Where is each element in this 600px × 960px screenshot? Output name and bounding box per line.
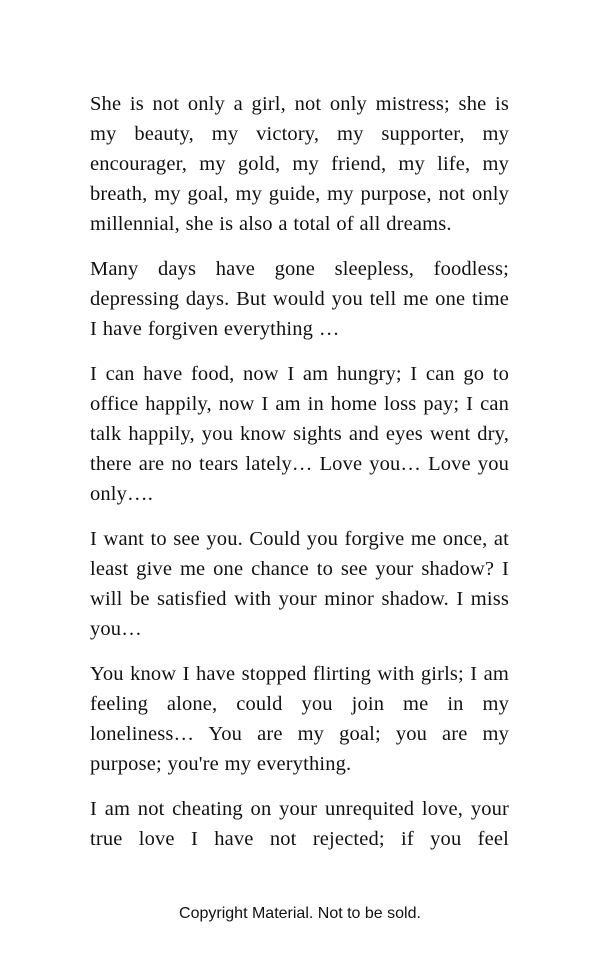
copyright-notice: Copyright Material. Not to be sold. <box>179 905 421 922</box>
body-text <box>90 89 509 854</box>
paragraph: You know I have stopped flirting with girls; I am feeling alone, could you join me in my loneliness… You are my goal; you are my purpose; you're my everything. <box>90 663 509 775</box>
paragraph: Many days have gone sleepless, foodless; depressing days. But would you tell me one time I have forgiven everything … <box>90 258 509 340</box>
paragraph: I can have food, now I am hungry; I can go to office happily, now I am in home loss pay; I can talk happily, you know sights and eyes went dry, there are no tears lately… Love you… Love you only…. <box>90 363 509 505</box>
paragraph: I am not cheating on your unrequited love, your true love I have not rejected; if you feel <box>90 798 509 850</box>
paragraph: She is not only a girl, not only mistress; she is my beauty, my victory, my supporter, my encourager, my gold, my friend, my life, my breath, my goal, my guide, my purpose, not only millennial, she is also a total of all dreams. <box>90 93 509 235</box>
paragraph: I want to see you. Could you forgive me once, at least give me one chance to see your shadow? I will be satisfied with your minor shadow. I miss you… <box>90 528 509 640</box>
